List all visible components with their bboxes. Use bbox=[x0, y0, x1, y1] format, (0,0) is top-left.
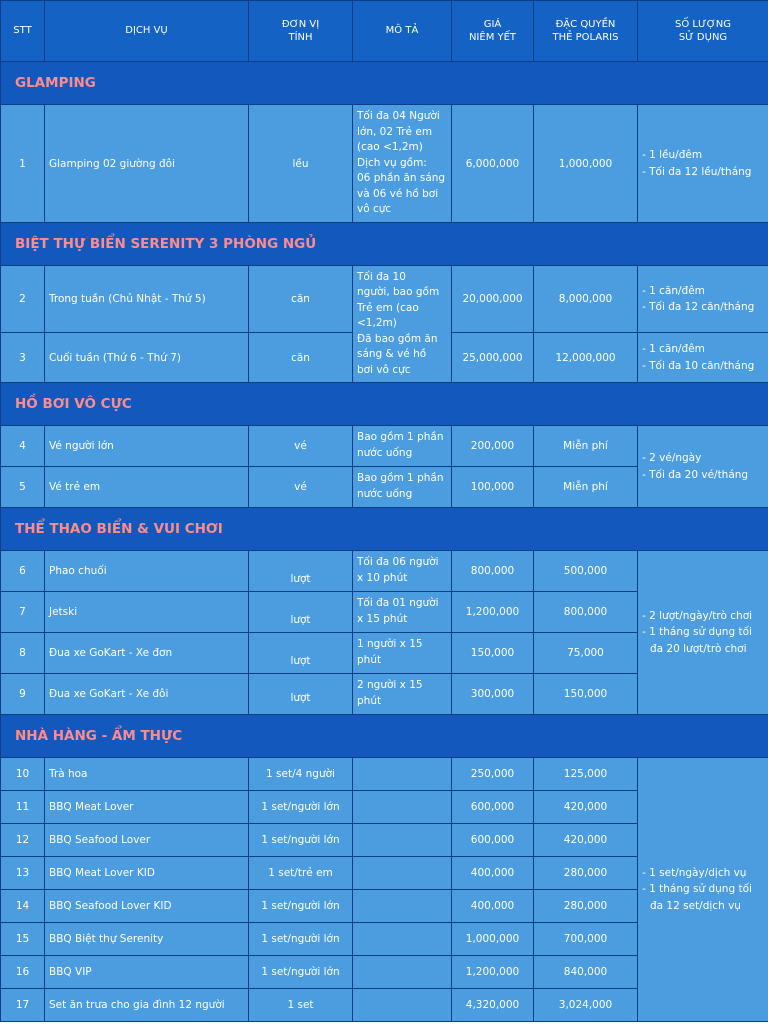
quota-line: - 1 lều/đêm bbox=[642, 149, 703, 162]
unit-cell: lều bbox=[249, 105, 353, 223]
price-cell: 1,200,000 bbox=[452, 956, 534, 989]
section-pool bbox=[1, 383, 768, 426]
service-cell: Vé người lớn bbox=[45, 426, 249, 467]
privilege-cell: 75,000 bbox=[534, 633, 638, 674]
description-cell bbox=[353, 923, 452, 956]
stt-cell: 10 bbox=[1, 758, 45, 791]
privilege-cell: 280,000 bbox=[534, 857, 638, 890]
description-cell bbox=[353, 791, 452, 824]
header-privilege bbox=[534, 1, 638, 62]
service-cell: Trà hoa bbox=[45, 758, 249, 791]
price-cell: 200,000 bbox=[452, 426, 534, 467]
header-service: DỊCH VỤ bbox=[45, 1, 249, 62]
quota-line: - 1 set/ngày/dịch vụ bbox=[642, 867, 747, 880]
description-line: Tối đa 10 bbox=[357, 270, 406, 283]
privilege-cell: 8,000,000 bbox=[534, 266, 638, 333]
stt-cell: 17 bbox=[1, 989, 45, 1022]
price-cell: 1,200,000 bbox=[452, 592, 534, 633]
unit-cell: căn bbox=[249, 266, 353, 333]
description-line: sáng & vé hồ bbox=[357, 348, 427, 361]
header-unit bbox=[249, 1, 353, 62]
quota-line: - 1 căn/đêm bbox=[642, 284, 705, 297]
unit-cell: 1 set/người lớn bbox=[249, 890, 353, 923]
service-cell: Vé trẻ em bbox=[45, 467, 249, 508]
quota-line: - 2 lượt/ngày/trò chơi bbox=[642, 610, 753, 623]
table-row bbox=[1, 426, 768, 467]
quota-cell bbox=[638, 333, 768, 383]
unit-cell: 1 set/4 người bbox=[249, 758, 353, 791]
description-line: Tối đa 06 người bbox=[357, 556, 439, 569]
description-line: 1 người x 15 bbox=[357, 638, 423, 651]
privilege-cell: 800,000 bbox=[534, 592, 638, 633]
description-line: (cao <1,2m) bbox=[357, 141, 423, 154]
header-stt: STT bbox=[1, 1, 45, 62]
description-line: x 15 phút bbox=[357, 613, 408, 625]
header-row bbox=[1, 1, 768, 62]
price-cell: 150,000 bbox=[452, 633, 534, 674]
unit-cell: vé bbox=[249, 426, 353, 467]
section-title: HỒ BƠI VÔ CỰC bbox=[1, 383, 768, 426]
unit-cell: 1 set/người lớn bbox=[249, 923, 353, 956]
quota-cell bbox=[638, 105, 768, 223]
service-cell: Đua xe GoKart - Xe đôi bbox=[45, 674, 249, 715]
stt-cell: 2 bbox=[1, 266, 45, 333]
header-quota-line2: SỬ DỤNG bbox=[678, 32, 728, 43]
unit-cell: lượt bbox=[249, 592, 353, 633]
price-cell: 300,000 bbox=[452, 674, 534, 715]
stt-cell: 11 bbox=[1, 791, 45, 824]
stt-cell: 3 bbox=[1, 333, 45, 383]
service-cell: Cuối tuần (Thứ 6 - Thứ 7) bbox=[45, 333, 249, 383]
service-cell: Glamping 02 giường đôi bbox=[45, 105, 249, 223]
privilege-cell: 500,000 bbox=[534, 551, 638, 592]
description-cell bbox=[353, 105, 452, 223]
header-privilege-line1: ĐẶC QUYỀN bbox=[555, 18, 616, 30]
price-cell: 250,000 bbox=[452, 758, 534, 791]
description-line: Tối đa 04 Người bbox=[357, 110, 440, 123]
description-cell bbox=[353, 857, 452, 890]
stt-cell: 9 bbox=[1, 674, 45, 715]
privilege-cell: 3,024,000 bbox=[534, 989, 638, 1022]
price-cell: 6,000,000 bbox=[452, 105, 534, 223]
description-line: Bao gồm 1 phần bbox=[357, 431, 444, 444]
quota-line: - Tối đa 20 vé/tháng bbox=[642, 468, 749, 481]
quota-line: - 2 vé/ngày bbox=[642, 452, 702, 465]
quota-line: - Tối đa 12 lều/tháng bbox=[642, 165, 752, 178]
table-row bbox=[1, 105, 768, 223]
unit-cell: 1 set/người lớn bbox=[249, 791, 353, 824]
price-cell: 1,000,000 bbox=[452, 923, 534, 956]
description-line: Đã bao gồm ăn bbox=[357, 332, 438, 345]
stt-cell: 12 bbox=[1, 824, 45, 857]
description-line: bơi vô cực bbox=[357, 363, 411, 376]
quota-line: - 1 tháng sử dụng tối đa 20 lượt/trò chơi bbox=[642, 626, 752, 655]
quota-line: - 1 căn/đêm bbox=[642, 343, 705, 356]
privilege-cell: Miễn phí bbox=[534, 426, 638, 467]
price-cell: 400,000 bbox=[452, 890, 534, 923]
privilege-cell: 125,000 bbox=[534, 758, 638, 791]
unit-cell: 1 set bbox=[249, 989, 353, 1022]
quota-cell bbox=[638, 266, 768, 333]
description-cell bbox=[353, 758, 452, 791]
header-quota-line1: SỐ LƯỢNG bbox=[675, 18, 731, 30]
unit-cell: 1 set/trẻ em bbox=[249, 857, 353, 890]
service-cell: BBQ Seafood Lover KID bbox=[45, 890, 249, 923]
description-line: Tối đa 01 người bbox=[357, 597, 439, 610]
stt-cell: 16 bbox=[1, 956, 45, 989]
section-villa bbox=[1, 223, 768, 266]
stt-cell: 1 bbox=[1, 105, 45, 223]
unit-cell: lượt bbox=[249, 674, 353, 715]
description-cell bbox=[353, 633, 452, 674]
section-title: GLAMPING bbox=[1, 62, 768, 105]
unit-cell: lượt bbox=[249, 551, 353, 592]
quota-line: - 1 tháng sử dụng tối đa 12 set/dịch vụ bbox=[642, 883, 752, 912]
service-cell: BBQ Seafood Lover bbox=[45, 824, 249, 857]
price-cell: 600,000 bbox=[452, 824, 534, 857]
section-restaurant bbox=[1, 715, 768, 758]
unit-cell: 1 set/người lớn bbox=[249, 824, 353, 857]
stt-cell: 7 bbox=[1, 592, 45, 633]
privilege-cell: 700,000 bbox=[534, 923, 638, 956]
header-description: MÔ TẢ bbox=[353, 1, 452, 62]
table-row bbox=[1, 266, 768, 333]
service-cell: BBQ Meat Lover KID bbox=[45, 857, 249, 890]
description-cell bbox=[353, 824, 452, 857]
description-cell bbox=[353, 467, 452, 508]
price-cell: 20,000,000 bbox=[452, 266, 534, 333]
unit-cell: căn bbox=[249, 333, 353, 383]
description-line: Dịch vụ gồm: bbox=[357, 156, 427, 169]
price-cell: 25,000,000 bbox=[452, 333, 534, 383]
stt-cell: 5 bbox=[1, 467, 45, 508]
privilege-cell: 150,000 bbox=[534, 674, 638, 715]
header-quota bbox=[638, 1, 768, 62]
description-line: và 06 vé hồ bơi bbox=[357, 187, 439, 200]
description-line: nước uống bbox=[357, 447, 413, 459]
description-cell bbox=[353, 592, 452, 633]
price-cell: 800,000 bbox=[452, 551, 534, 592]
section-title: THỂ THAO BIỂN & VUI CHƠI bbox=[1, 508, 768, 551]
price-cell: 4,320,000 bbox=[452, 989, 534, 1022]
description-cell bbox=[353, 890, 452, 923]
quota-cell bbox=[638, 758, 768, 1022]
description-line: phút bbox=[357, 654, 382, 666]
service-cell: BBQ Meat Lover bbox=[45, 791, 249, 824]
quota-cell bbox=[638, 426, 768, 508]
section-glamping bbox=[1, 62, 768, 105]
description-cell bbox=[353, 266, 452, 383]
stt-cell: 15 bbox=[1, 923, 45, 956]
quota-line: - Tối đa 10 căn/tháng bbox=[642, 359, 755, 372]
stt-cell: 4 bbox=[1, 426, 45, 467]
stt-cell: 6 bbox=[1, 551, 45, 592]
header-unit-line1: ĐƠN VỊ bbox=[281, 18, 320, 30]
privilege-cell: 1,000,000 bbox=[534, 105, 638, 223]
privilege-cell: 840,000 bbox=[534, 956, 638, 989]
description-line: phút bbox=[357, 695, 382, 707]
section-title: NHÀ HÀNG - ẨM THỰC bbox=[1, 715, 768, 758]
service-cell: Trong tuần (Chủ Nhật - Thứ 5) bbox=[45, 266, 249, 333]
description-cell bbox=[353, 989, 452, 1022]
stt-cell: 13 bbox=[1, 857, 45, 890]
description-line: vô cực bbox=[357, 203, 392, 216]
stt-cell: 14 bbox=[1, 890, 45, 923]
privilege-cell: 420,000 bbox=[534, 824, 638, 857]
unit-cell: 1 set/người lớn bbox=[249, 956, 353, 989]
description-line: 2 người x 15 bbox=[357, 679, 423, 692]
privilege-cell: 12,000,000 bbox=[534, 333, 638, 383]
table-row bbox=[1, 758, 768, 791]
price-cell: 600,000 bbox=[452, 791, 534, 824]
quota-line: - Tối đa 12 căn/tháng bbox=[642, 301, 755, 313]
description-cell bbox=[353, 956, 452, 989]
description-line: <1,2m) bbox=[357, 317, 397, 330]
description-line: người, bao gồm bbox=[357, 286, 440, 299]
description-line: Trẻ em (cao bbox=[357, 301, 419, 314]
description-cell bbox=[353, 551, 452, 592]
description-line: Bao gồm 1 phần bbox=[357, 472, 444, 485]
privilege-cell: 420,000 bbox=[534, 791, 638, 824]
privilege-cell: 280,000 bbox=[534, 890, 638, 923]
description-line: 06 phần ăn sáng bbox=[357, 172, 446, 185]
description-cell bbox=[353, 674, 452, 715]
header-price bbox=[452, 1, 534, 62]
service-cell: Jetski bbox=[45, 592, 249, 633]
header-unit-line2: TÍNH bbox=[288, 32, 313, 43]
privilege-cell: Miễn phí bbox=[534, 467, 638, 508]
stt-cell: 8 bbox=[1, 633, 45, 674]
description-line: nước uống bbox=[357, 488, 413, 500]
description-line: lớn, 02 Trẻ em bbox=[357, 125, 433, 138]
section-title: BIỆT THỰ BIỂN SERENITY 3 PHÒNG NGỦ bbox=[1, 223, 768, 266]
price-cell: 100,000 bbox=[452, 467, 534, 508]
quota-cell bbox=[638, 551, 768, 715]
section-sports bbox=[1, 508, 768, 551]
header-price-line1: GIÁ bbox=[483, 18, 502, 30]
description-cell bbox=[353, 426, 452, 467]
table-row bbox=[1, 551, 768, 592]
header-privilege-line2: THẺ POLARIS bbox=[552, 32, 619, 43]
service-cell: BBQ Biệt thự Serenity bbox=[45, 923, 249, 956]
price-cell: 400,000 bbox=[452, 857, 534, 890]
unit-cell: vé bbox=[249, 467, 353, 508]
service-cell: Phao chuối bbox=[45, 551, 249, 592]
description-line: x 10 phút bbox=[357, 572, 408, 584]
service-cell: Set ăn trưa cho gia đình 12 người bbox=[45, 989, 249, 1022]
unit-cell: lượt bbox=[249, 633, 353, 674]
service-cell: BBQ VIP bbox=[45, 956, 249, 989]
header-price-line2: NIÊM YẾT bbox=[468, 32, 517, 43]
service-cell: Đua xe GoKart - Xe đơn bbox=[45, 633, 249, 674]
